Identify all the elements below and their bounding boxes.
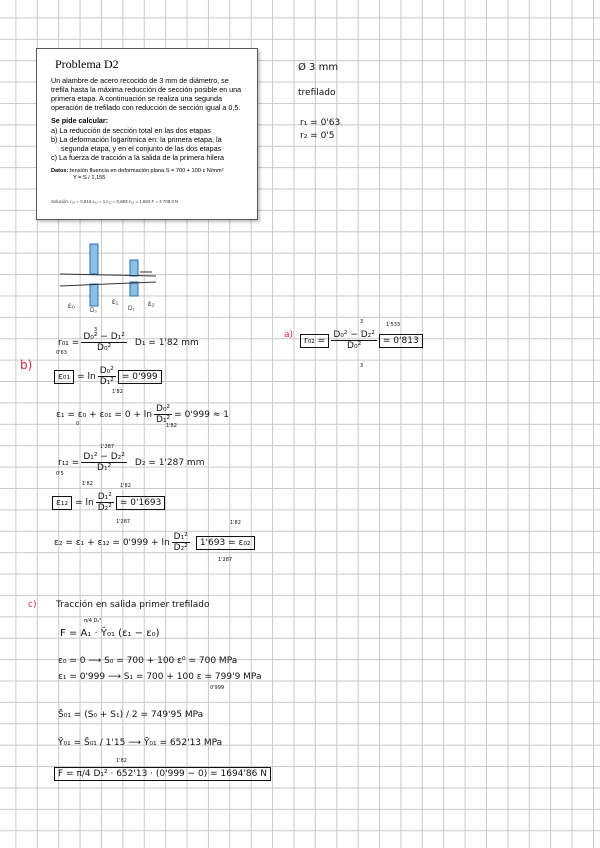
e01-result: = 0'999 [118, 370, 162, 384]
e2-box: 1'693 = ε₀₂ [196, 536, 255, 550]
problem-intro: Un alambre de acero recocido de 3 mm de diámetro, se trefila hasta la máxima reducción de sección posible en una primera etapa. A continuación se realiza una segunda operación de trefilado con reducción de sección igual a 0,5. [51, 76, 242, 112]
f-equation: F = A₁ · Ȳ₀₁ (ε₁ − ε₀) [60, 628, 160, 639]
e12-box: ε₁₂ [52, 496, 72, 510]
problem-title: Problema D2 [55, 57, 119, 71]
die-1-top [90, 244, 98, 274]
e01-box: ε₀₁ [54, 370, 74, 384]
note-diameter: Ø 3 mm [298, 62, 339, 73]
die-1-bottom [90, 284, 98, 306]
e2-num: D₁² [173, 532, 188, 542]
part-a-result: = 0'813 [379, 334, 423, 348]
r01-lhs: r₀₁ = [58, 337, 80, 348]
e1-formula [56, 404, 229, 425]
e01-den: D₁² [99, 377, 114, 387]
e12-den: D₂² [97, 503, 112, 513]
ask-item-b: b) La deformación logarítmica en: la primera etapa, la segunda etapa, y en el conjunto de las dos etapas [51, 135, 222, 153]
r12-formula [58, 452, 204, 473]
diagram-e0: ε₀ [68, 301, 75, 310]
e1-result: = 0'999 ≈ 1 [174, 409, 229, 420]
r01-result: D₁ = 1'82 mm [134, 337, 199, 348]
e2-frac [172, 532, 190, 553]
s1-line: ε₁ = 0'999 ⟶ S₁ = 700 + 100 ε = 799'9 MPa [58, 672, 262, 682]
r12-num: D₁² − D₂² [83, 452, 125, 462]
e01-num: D₀² [99, 366, 114, 376]
r12-sub: 0'5 [56, 471, 64, 477]
wire-top [60, 274, 156, 276]
r12-result: D₂ = 1'287 mm [134, 457, 205, 468]
e1-num: D₀² [156, 404, 171, 414]
part-a-label: a) [284, 330, 294, 340]
die-2-top [130, 260, 138, 276]
e12-eq: = ln [75, 497, 94, 508]
e01-formula [54, 366, 162, 387]
e12-frac [96, 492, 114, 513]
ask-item-a: a) La reducción de sección total en las dos etapas [51, 126, 211, 135]
wire-bottom [60, 282, 156, 286]
die-2-bottom [130, 282, 138, 296]
r01-num: D₀² − D₁² [83, 332, 125, 342]
part-c-title: Tracción en salida primer trefilado [56, 600, 210, 610]
r12-ann2: 1'82 [82, 481, 93, 487]
part-a-num: D₀² − D₂² [333, 330, 375, 340]
datos-text: tensión fluencia en deformación plana S = 700 + 100·ε N/mm² [69, 168, 224, 174]
part-a-formula [300, 330, 423, 351]
e1-ann1: 1'82 [166, 423, 177, 429]
datos-line [51, 168, 247, 174]
diagram-e2: ε₂ [148, 299, 155, 308]
e12-ann2: 1'287 [116, 519, 131, 525]
part-b-label: b) [20, 358, 33, 372]
final-force: F = π/4 D₁² · 652'13 · (0'999 − 0) = 1694'86 N [54, 767, 271, 781]
s1-ann: 0'999 [210, 685, 225, 691]
e01-eq: = ln [77, 371, 96, 382]
e12-num: D₁² [97, 492, 112, 502]
r12-den: D₁² [97, 463, 112, 473]
note-process: trefilado [298, 88, 336, 98]
final-ann: 1'82 [116, 758, 127, 764]
e2-formula [54, 532, 255, 553]
part-c-label: c) [28, 600, 37, 610]
part-a-frac [331, 330, 377, 351]
note-r1: r₁ = 0'63 [300, 118, 341, 128]
e01-ann: 1'82 [112, 389, 123, 395]
s0-line: ε₀ = 0 ⟶ S₀ = 700 + 100 ε⁰ = 700 MPa [58, 656, 238, 666]
part-a-den: D₀² [347, 341, 362, 351]
e2-ann: 1'82 [230, 520, 241, 526]
e1-den: D₁² [156, 415, 171, 425]
e2-ann2: 1'287 [218, 557, 233, 563]
e1-line: ε₁ = ε₀ + ε₀₁ = 0 + ln [56, 409, 153, 420]
sm-line: S̄₀₁ = (S₀ + S₁) / 2 = 749'95 MPa [58, 710, 204, 720]
e12-formula [52, 492, 165, 513]
e1-ann0: 0 [76, 421, 80, 427]
r12-frac [81, 452, 127, 473]
y-line: Ȳ₀₁ = S̄₀₁ / 1'15 ⟶ Ȳ₀₁ = 652'13 MPa [58, 738, 223, 748]
ask-heading: Se pide calcular: [51, 116, 109, 125]
solution-line: Solución: r₀₂ = 0,816 ε₀₁ = 1 ε₁₂ = 0,693 ε₀₂ = 1,693 F = 3 708,3 N [51, 199, 179, 204]
r12-ann: 1'287 [100, 444, 115, 450]
r01-sub: 0'63 [56, 350, 67, 356]
diagram-d0: D₀ [90, 308, 97, 314]
r01-ann: 3 [94, 327, 98, 333]
note-r2: r₂ = 0'5 [300, 131, 335, 141]
r12-lhs: r₁₂ = [58, 457, 80, 468]
r01-formula [58, 332, 199, 353]
problem-card [36, 48, 258, 220]
ask-item-c: c) La fuerza de tracción a la salida de la primera hilera [51, 153, 224, 162]
wire-drawing-diagram [56, 238, 176, 318]
diagram-d1: D₁ [128, 306, 135, 312]
part-a-ann-bottom: 3 [360, 363, 364, 369]
e2-den: D₂² [173, 543, 188, 553]
f-ann: π/4 D₁² [84, 618, 102, 624]
e2-line: ε₂ = ε₁ + ε₁₂ = 0'999 + ln [54, 537, 170, 548]
r01-den: D₀² [97, 343, 112, 353]
e1-frac [154, 404, 172, 425]
part-a-lhs: r₀₂ = [300, 334, 329, 348]
r01-frac [81, 332, 127, 353]
e12-result: = 0'1693 [116, 496, 166, 510]
e01-frac [98, 366, 116, 387]
e12-ann: 1'82 [120, 483, 131, 489]
part-a-ann-sup: 1'533 [386, 322, 401, 328]
datos-label: Datos: [51, 168, 69, 174]
diagram-e1: ε₁ [112, 297, 119, 306]
part-a-ann-top: 3 [360, 319, 364, 325]
datos-text-2: Y = S / 1,155 [73, 175, 106, 181]
